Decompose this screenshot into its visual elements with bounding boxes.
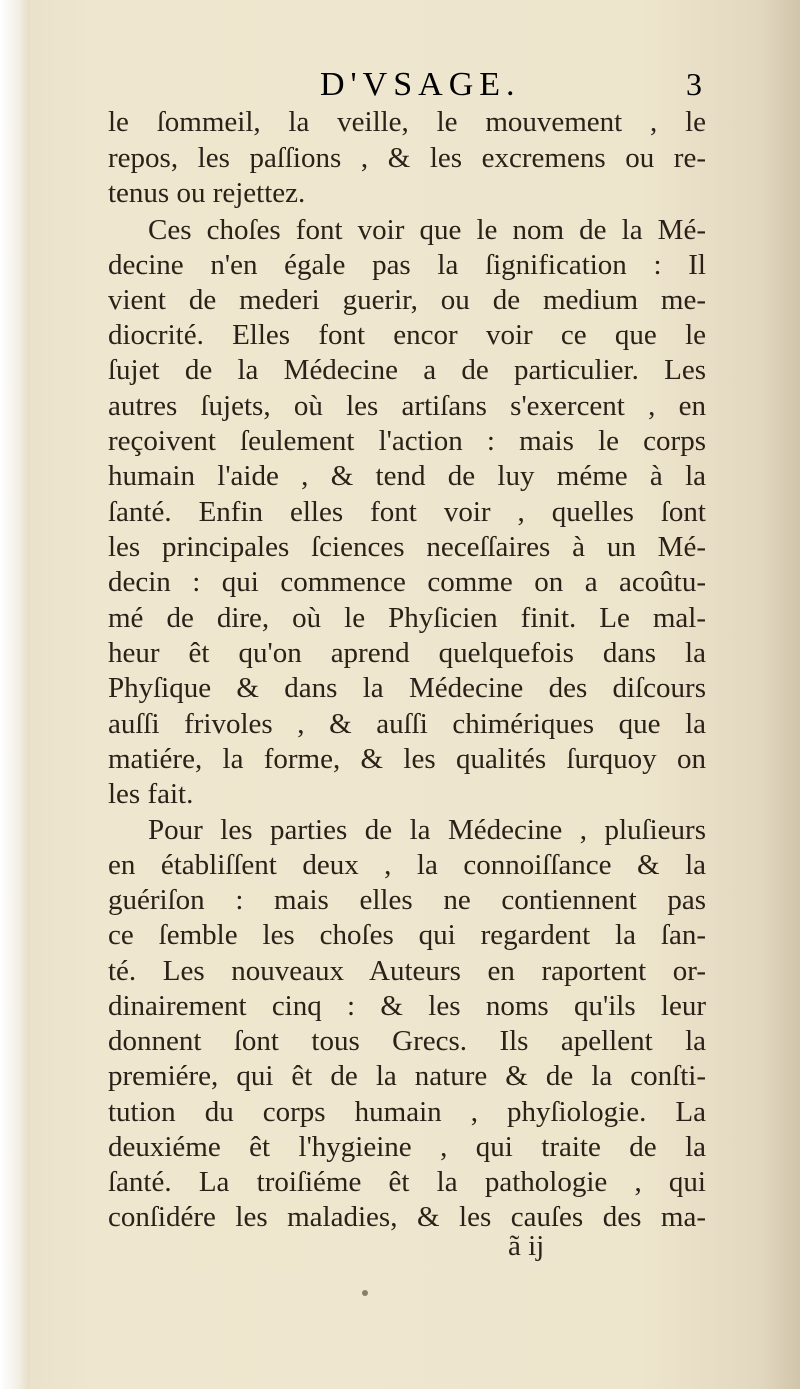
running-title: D'VSAGE. bbox=[320, 66, 521, 103]
text-line: repos, les paſſions , & les excremens ou re- bbox=[108, 142, 706, 174]
text-line: Phyſique & dans la Médecine des diſcours bbox=[108, 672, 706, 704]
text-line: decine n'en égale pas la ſignification : Il bbox=[108, 249, 706, 281]
text-line: matiére, la forme, & les qualités ſurquoy on bbox=[108, 743, 706, 775]
text-line: Ces choſes font voir que le nom de la Mé- bbox=[148, 214, 706, 246]
text-line: diocrité. Elles font encor voir ce que le bbox=[108, 319, 706, 351]
text-line: ce ſemble les choſes qui regardent la ſan- bbox=[108, 919, 706, 951]
signature-mark: ã ij bbox=[508, 1230, 545, 1262]
text-line: les principales ſciences neceſſaires à un Mé- bbox=[108, 531, 706, 563]
text-line: decin : qui commence comme on a acoûtu- bbox=[108, 566, 706, 598]
text-line: ſujet de la Médecine a de particulier. Les bbox=[108, 354, 706, 386]
text-line: deuxiéme êt l'hygieine , qui traite de la bbox=[108, 1131, 706, 1163]
text-line: tenus ou rejettez. bbox=[108, 177, 306, 209]
text-line: heur êt qu'on aprend quelquefois dans la bbox=[108, 637, 706, 669]
text-line: les fait. bbox=[108, 778, 194, 810]
text-line: ſanté. La troiſiéme êt la pathologie , qui bbox=[108, 1166, 706, 1198]
text-line: tution du corps humain , phyſiologie. La bbox=[108, 1096, 706, 1128]
text-line: autres ſujets, où les artiſans s'exercent , en bbox=[108, 390, 706, 422]
text-line: reçoivent ſeulement l'action : mais le corps bbox=[108, 425, 706, 457]
text-line: donnent ſont tous Grecs. Ils apellent la bbox=[108, 1025, 706, 1057]
page-number: 3 bbox=[686, 66, 702, 102]
text-line: té. Les nouveaux Auteurs en raportent or- bbox=[108, 955, 706, 987]
text-line: ſanté. Enfin elles font voir , quelles ſont bbox=[108, 496, 706, 528]
text-line: le ſommeil, la veille, le mouvement , le bbox=[108, 106, 706, 138]
text-line: premiére, qui êt de la nature & de la conſti- bbox=[108, 1060, 706, 1092]
ink-speck bbox=[362, 1290, 368, 1296]
text-line: en établiſſent deux , la connoiſſance & la bbox=[108, 849, 706, 881]
text-line: guériſon : mais elles ne contiennent pas bbox=[108, 884, 706, 916]
text-line: dinairement cinq : & les noms qu'ils leur bbox=[108, 990, 706, 1022]
text-line: Pour les parties de la Médecine , pluſieurs bbox=[148, 814, 706, 846]
text-line: humain l'aide , & tend de luy méme à la bbox=[108, 460, 706, 492]
text-line: mé de dire, où le Phyſicien finit. Le mal- bbox=[108, 602, 706, 634]
page-gutter bbox=[0, 0, 30, 1389]
text-line: auſſi frivoles , & auſſi chimériques que la bbox=[108, 708, 706, 740]
text-line: conſidére les maladies, & les cauſes des ma- bbox=[108, 1201, 706, 1233]
text-line: vient de mederi guerir, ou de medium me- bbox=[108, 284, 706, 316]
